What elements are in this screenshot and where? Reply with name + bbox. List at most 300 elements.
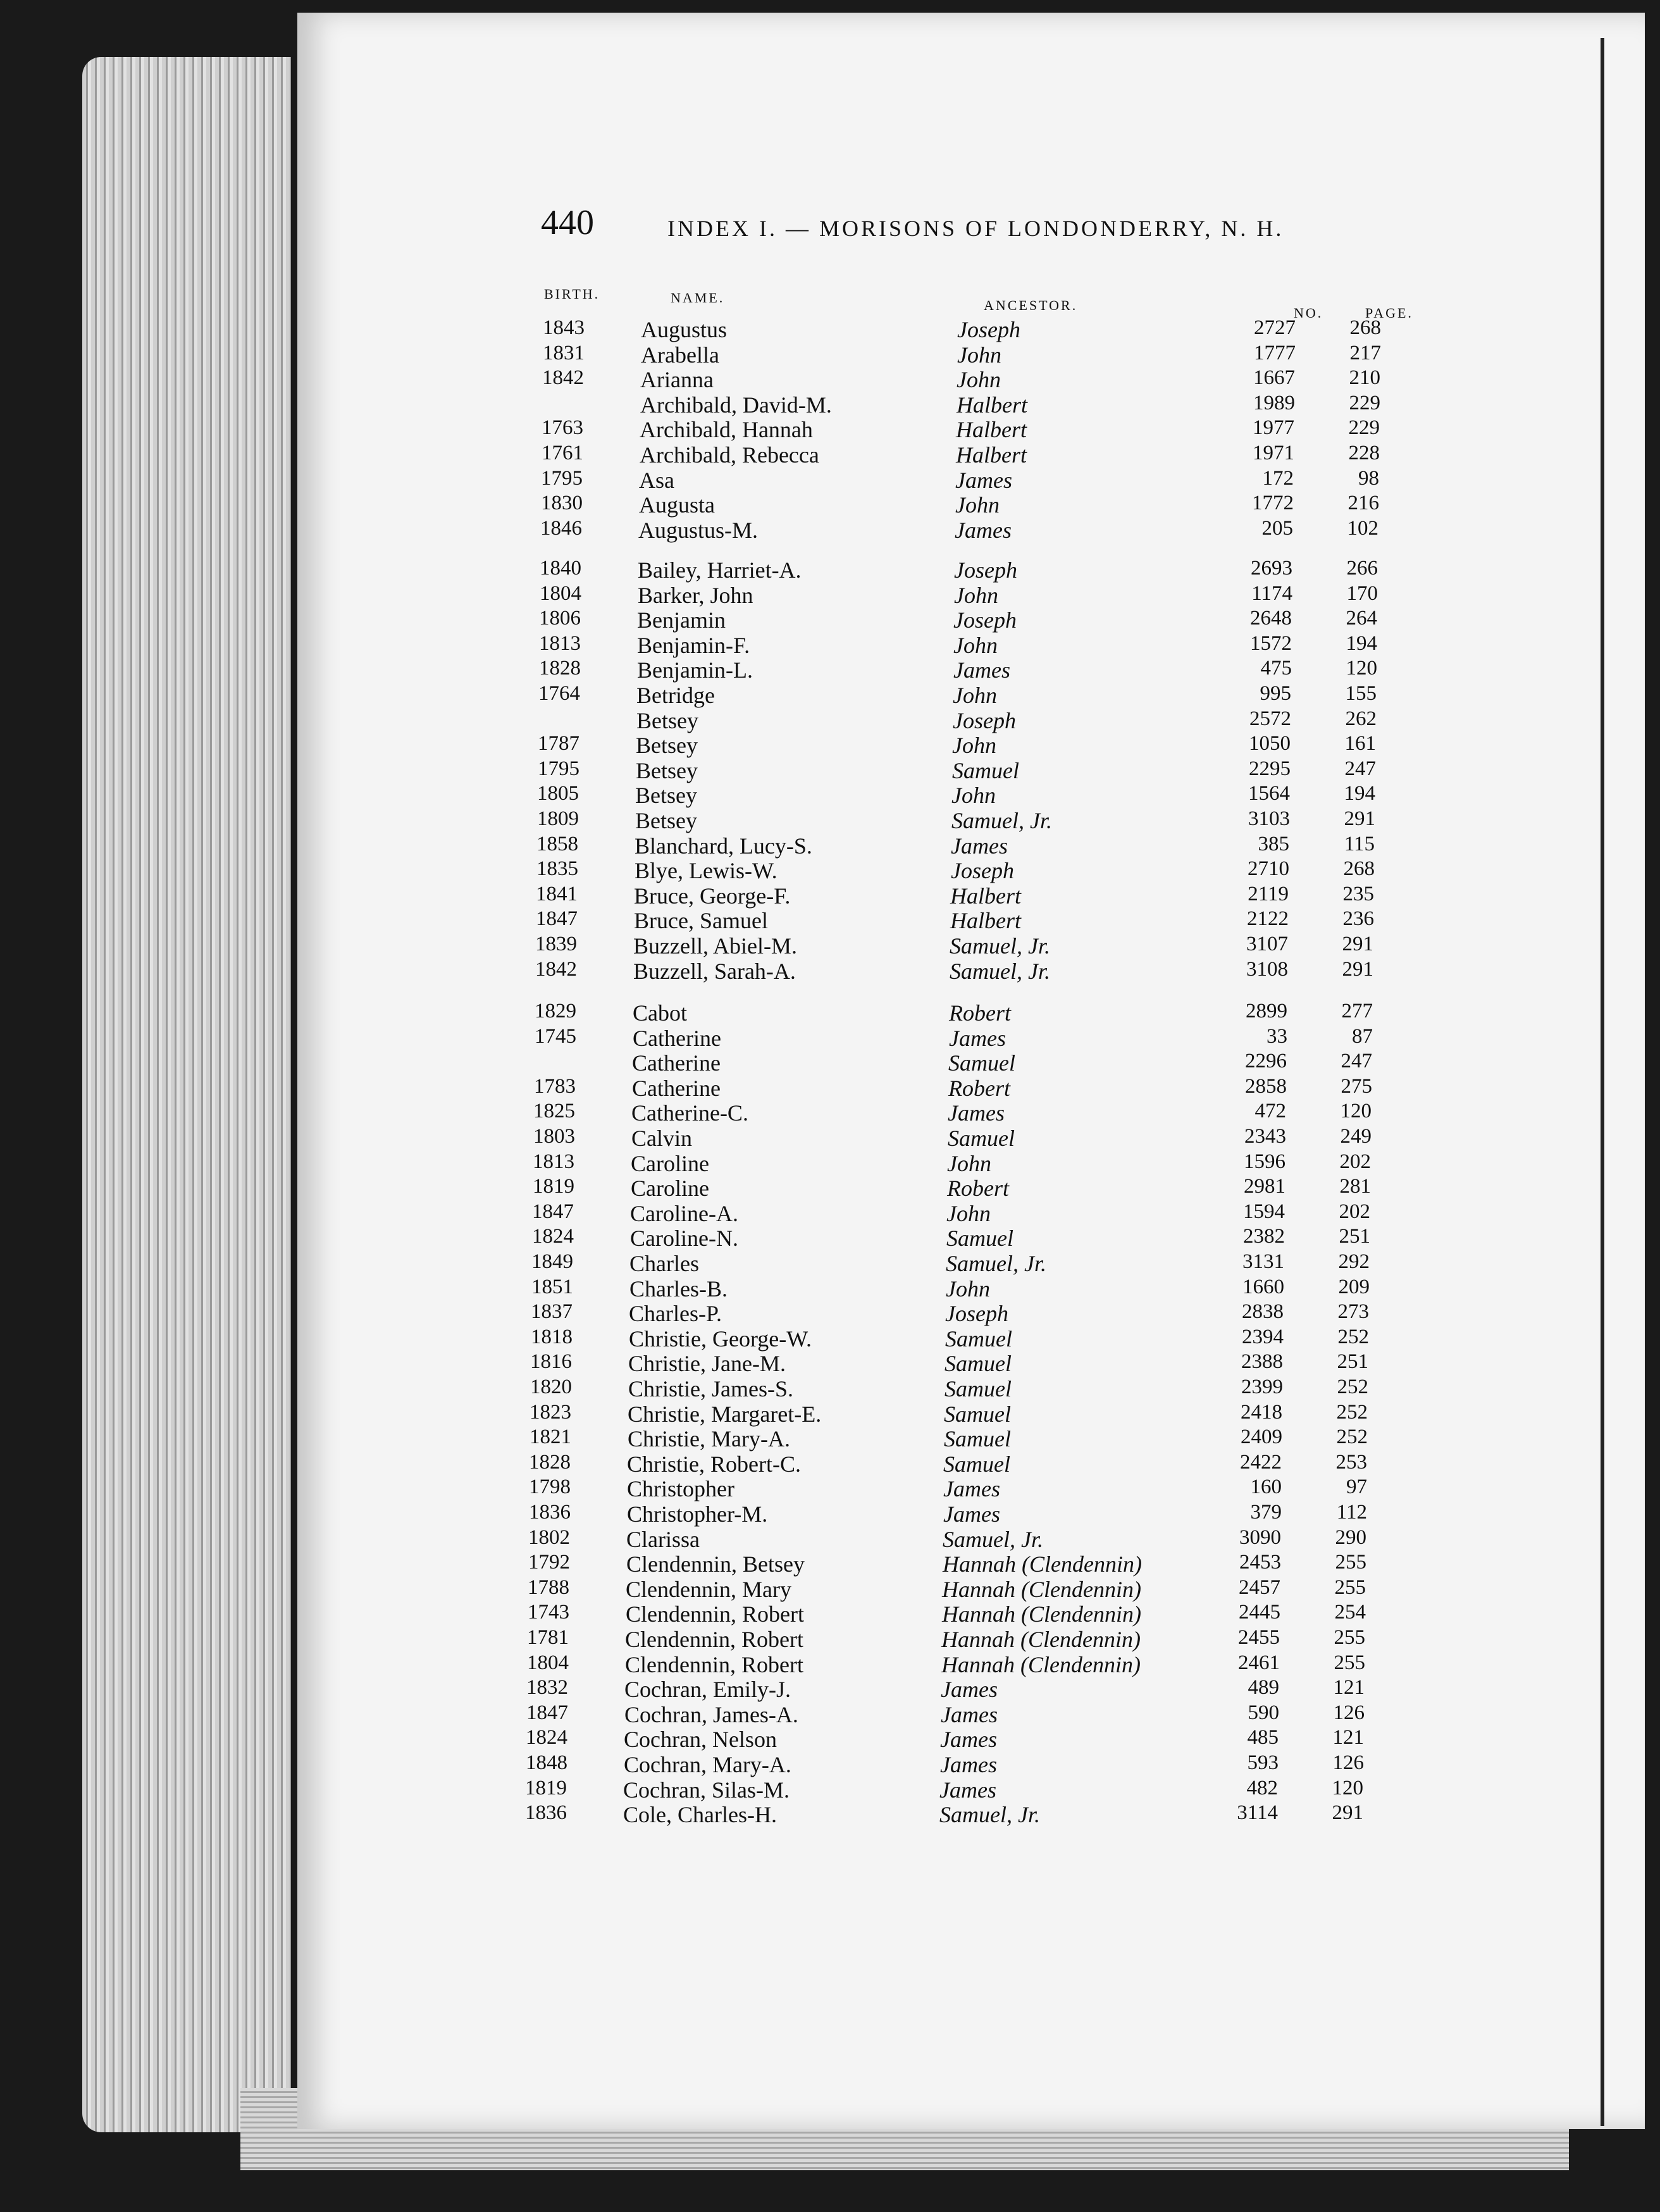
page-ref: 255	[1334, 1651, 1365, 1674]
birth-year: 1828	[529, 1450, 571, 1474]
page-ref: 292	[1338, 1250, 1370, 1273]
page-ref: 112	[1336, 1501, 1367, 1524]
table-row	[534, 1050, 1375, 1075]
leader-dots	[881, 1701, 1184, 1727]
name: Bruce, Samuel	[634, 908, 768, 934]
ancestor: James	[953, 657, 1010, 683]
birth-year: 1795	[538, 757, 579, 780]
table-row	[527, 1651, 1368, 1677]
leader-dots	[893, 657, 1197, 682]
entry-number: 1594	[1243, 1200, 1285, 1223]
page-ref: 253	[1335, 1450, 1367, 1474]
name: Archibald, Hannah	[640, 417, 813, 443]
table-row	[533, 1125, 1375, 1150]
table-row	[529, 1451, 1370, 1476]
birth-year: 1825	[533, 1100, 575, 1123]
name: Catherine-C.	[631, 1100, 748, 1126]
ancestor: John	[955, 492, 1000, 518]
page-ref: 255	[1334, 1575, 1366, 1599]
name: Christopher	[627, 1476, 734, 1502]
leader-dots	[888, 1075, 1192, 1100]
leader-dots	[886, 1225, 1190, 1250]
birth-year: 1745	[535, 1024, 576, 1048]
page-ref: 161	[1344, 732, 1376, 755]
birth-year: 1763	[542, 416, 583, 440]
page-ref: 236	[1342, 907, 1374, 931]
entry-number: 1772	[1252, 492, 1294, 515]
name: Cochran, Emily-J.	[624, 1677, 791, 1703]
page-ref: 268	[1343, 857, 1375, 881]
table-row	[533, 1150, 1374, 1176]
name: Betsey	[635, 783, 697, 809]
name: Augustus	[641, 317, 728, 342]
leader-dots	[885, 1326, 1189, 1351]
birth-year: 1787	[538, 732, 579, 755]
name: Benjamin-L.	[637, 657, 753, 683]
name: Betsey	[635, 808, 697, 833]
table-row	[530, 1376, 1372, 1401]
name: Benjamin-F.	[637, 632, 750, 658]
birth-year: 1851	[531, 1275, 573, 1298]
leader-dots	[888, 1100, 1191, 1125]
birth-year: 1798	[529, 1476, 571, 1499]
table-row	[543, 342, 1384, 367]
leader-dots	[895, 467, 1199, 492]
name: Cochran, James-A.	[624, 1701, 798, 1727]
leader-dots	[883, 1451, 1187, 1476]
leader-dots	[886, 1276, 1189, 1301]
ancestor: Halbert	[950, 908, 1021, 934]
table-row	[531, 1300, 1372, 1326]
entry-number: 1971	[1253, 442, 1294, 464]
page-ref: 291	[1342, 957, 1373, 981]
entry-number: 2981	[1244, 1175, 1285, 1198]
page-ref: 281	[1339, 1175, 1371, 1198]
entry-number: 1050	[1249, 732, 1291, 755]
leader-dots	[896, 442, 1199, 467]
birth-year: 1846	[540, 516, 582, 540]
table-row	[533, 1100, 1375, 1125]
name: Christopher-M.	[627, 1501, 768, 1527]
birth-year: 1819	[525, 1776, 567, 1799]
entry-number: 3131	[1242, 1250, 1284, 1273]
table-row	[542, 392, 1384, 417]
ancestor: Hannah (Clendennin)	[943, 1551, 1142, 1577]
entry-number: 2399	[1241, 1376, 1283, 1398]
table-row	[531, 1276, 1373, 1301]
table-row	[536, 883, 1377, 908]
leader-dots	[894, 582, 1198, 607]
birth-year: 1824	[532, 1225, 574, 1248]
name: Clarissa	[626, 1526, 700, 1552]
table-row	[530, 1426, 1371, 1451]
ancestor: Hannah (Clendennin)	[941, 1651, 1141, 1677]
table-row	[535, 1000, 1376, 1025]
page-ref: 247	[1341, 1050, 1372, 1073]
page-ref: 155	[1345, 682, 1377, 705]
ancestor: John	[952, 733, 996, 759]
ancestor: James	[951, 833, 1008, 859]
page-title: INDEX I. — MORISONS OF LONDONDERRY, N. H.	[667, 216, 1284, 241]
page-ref: 252	[1337, 1325, 1369, 1348]
table-row	[528, 1576, 1369, 1601]
table-row	[539, 657, 1380, 682]
birth-year: 1841	[536, 882, 578, 905]
entry-number: 593	[1247, 1751, 1279, 1774]
birth-year: 1835	[536, 857, 578, 881]
name: Christie, Mary-A.	[628, 1426, 790, 1452]
table-row	[541, 492, 1382, 517]
leader-dots	[897, 316, 1201, 342]
entry-number: 2453	[1239, 1551, 1281, 1574]
entry-number: 1777	[1254, 341, 1296, 364]
page-ref: 87	[1352, 1024, 1373, 1048]
leader-dots	[893, 707, 1196, 733]
entry-number: 2409	[1241, 1426, 1282, 1449]
page-ref: 275	[1341, 1074, 1372, 1098]
leader-dots	[883, 1501, 1187, 1526]
entry-number: 1977	[1253, 416, 1294, 440]
table-row	[538, 682, 1380, 707]
ancestor: Joseph	[957, 317, 1020, 342]
ancestor: Hannah (Clendennin)	[941, 1627, 1141, 1652]
ancestor: Samuel	[945, 1351, 1012, 1377]
name: Betridge	[636, 683, 715, 708]
page-ref: 115	[1344, 832, 1375, 855]
ancestor: James	[940, 1727, 997, 1753]
name: Augusta	[639, 492, 715, 518]
birth-year: 1764	[538, 682, 580, 705]
table-row	[536, 833, 1378, 858]
birth-year: 1847	[532, 1200, 574, 1223]
birth-year: 1847	[536, 907, 578, 931]
name: Christie, George-W.	[629, 1326, 812, 1351]
page-ref: 273	[1337, 1300, 1369, 1324]
ancestor: John	[954, 582, 998, 608]
page-ref: 98	[1358, 466, 1379, 490]
entry-number: 489	[1248, 1676, 1279, 1699]
leader-dots	[893, 607, 1197, 632]
ancestor: Samuel	[943, 1451, 1010, 1477]
ancestor: Joseph	[954, 557, 1017, 583]
page-ref: 247	[1344, 757, 1376, 780]
entry-number: 1596	[1244, 1150, 1285, 1173]
entry-number: 590	[1248, 1701, 1279, 1724]
column-header-birth: BIRTH.	[544, 286, 600, 302]
entry-number: 2388	[1241, 1350, 1283, 1374]
ancestor: James	[941, 1677, 998, 1703]
page-ref: 120	[1332, 1776, 1363, 1799]
birth-year: 1783	[534, 1074, 576, 1098]
page-ref: 102	[1347, 516, 1378, 540]
ancestor: Robert	[949, 1000, 1011, 1026]
page-ref: 252	[1337, 1376, 1368, 1398]
table-row	[530, 1350, 1372, 1376]
leader-dots	[889, 1025, 1192, 1050]
name: Caroline	[631, 1150, 709, 1176]
table-row	[535, 933, 1377, 958]
table-row	[526, 1701, 1368, 1727]
name: Benjamin	[637, 607, 726, 633]
table-row	[528, 1601, 1369, 1626]
page-ref: 120	[1346, 657, 1377, 680]
birth-year: 1818	[531, 1325, 573, 1348]
name: Cochran, Mary-A.	[624, 1752, 791, 1777]
leader-dots	[890, 907, 1194, 933]
entry-number: 1572	[1250, 631, 1292, 655]
column-header-no: NO.	[1294, 305, 1323, 321]
name: Betsey	[636, 733, 698, 759]
birth-year: 1820	[530, 1376, 572, 1398]
table-row	[532, 1200, 1373, 1226]
page-ref: 209	[1338, 1275, 1370, 1298]
entry-number: 2455	[1238, 1626, 1280, 1649]
ancestor: Halbert	[950, 883, 1021, 909]
birth-year: 1781	[527, 1626, 569, 1649]
name: Betsey	[636, 707, 698, 733]
leader-dots	[892, 732, 1196, 757]
table-row	[528, 1551, 1370, 1576]
page-header	[541, 202, 1313, 247]
ancestor: John	[953, 683, 997, 708]
page-ref: 291	[1332, 1801, 1363, 1825]
birth-year: 1805	[537, 782, 579, 805]
table-row	[527, 1626, 1368, 1651]
page-ref: 266	[1346, 557, 1378, 580]
page-ref: 121	[1332, 1726, 1364, 1749]
table-row	[532, 1225, 1373, 1250]
ancestor: James	[955, 517, 1012, 543]
name: Arabella	[641, 342, 719, 368]
name: Clendennin, Robert	[626, 1601, 804, 1627]
page-ref: 126	[1333, 1701, 1365, 1724]
table-row	[530, 1401, 1371, 1426]
name: Blanchard, Lucy-S.	[635, 833, 812, 859]
page-ref: 249	[1340, 1125, 1372, 1148]
page-ref: 229	[1348, 416, 1380, 440]
page-ref: 251	[1339, 1225, 1370, 1248]
ancestor: Samuel, Jr.	[950, 933, 1050, 959]
ancestor: Halbert	[957, 392, 1027, 418]
birth-year: 1792	[528, 1551, 570, 1574]
entry-number: 1174	[1251, 581, 1292, 605]
table-row	[535, 958, 1377, 983]
page-ref: 194	[1344, 782, 1375, 805]
birth-year: 1823	[530, 1400, 571, 1424]
birth-year: 1839	[535, 933, 577, 955]
table-row	[529, 1501, 1370, 1526]
name: Catherine	[633, 1025, 721, 1051]
ancestor: Samuel, Jr.	[951, 808, 1052, 833]
table-row	[540, 582, 1381, 607]
entry-number: 1989	[1253, 391, 1295, 414]
birth-year: 1829	[535, 1000, 576, 1022]
page-number: 440	[541, 203, 594, 242]
page-ref: 290	[1335, 1525, 1366, 1549]
entry-number: 2693	[1251, 557, 1292, 580]
table-row	[528, 1526, 1370, 1551]
leader-dots	[884, 1350, 1188, 1376]
leader-dots	[891, 833, 1194, 858]
entry-number: 475	[1260, 657, 1292, 680]
birth-year: 1848	[526, 1751, 567, 1774]
ancestor: Joseph	[953, 607, 1017, 633]
leader-dots	[887, 1150, 1191, 1176]
name: Buzzell, Abiel-M.	[633, 933, 797, 959]
birth-year: 1836	[525, 1801, 567, 1825]
name: Cole, Charles-H.	[623, 1802, 777, 1828]
entry-number: 2838	[1242, 1300, 1284, 1324]
name: Christie, Margaret-E.	[628, 1401, 822, 1427]
birth-year: 1828	[539, 657, 581, 680]
entry-number: 1667	[1253, 366, 1295, 390]
table-row	[535, 1025, 1376, 1050]
entry-number: 160	[1250, 1476, 1282, 1499]
birth-year: 1813	[533, 1150, 574, 1173]
name: Charles-P.	[629, 1301, 722, 1327]
entry-number: 2461	[1238, 1651, 1280, 1674]
birth-year: 1806	[539, 607, 581, 630]
column-header-page: PAGE.	[1365, 305, 1413, 321]
leader-dots	[893, 632, 1197, 657]
name: Archibald, David-M.	[640, 392, 832, 418]
page-ref: 120	[1340, 1100, 1372, 1123]
table-row	[526, 1751, 1367, 1777]
page-ref: 268	[1349, 316, 1381, 339]
table-row	[541, 467, 1382, 492]
ancestor: Samuel, Jr.	[943, 1526, 1043, 1552]
page-ref: 228	[1348, 442, 1380, 464]
ancestor: Samuel	[945, 1326, 1012, 1351]
table-row	[539, 607, 1380, 632]
birth-year: 1847	[526, 1701, 568, 1724]
ancestor: James	[943, 1501, 1000, 1527]
ancestor: James	[949, 1025, 1006, 1051]
entry-number: 995	[1260, 682, 1291, 705]
entry-number: 2457	[1239, 1575, 1280, 1599]
page-ref: 235	[1342, 882, 1374, 905]
leader-dots	[885, 1300, 1189, 1326]
leader-dots	[879, 1777, 1183, 1802]
leader-dots	[893, 682, 1196, 707]
entry-number: 2343	[1244, 1125, 1286, 1148]
page-ref: 216	[1347, 492, 1379, 515]
page-ref: 252	[1336, 1400, 1368, 1424]
ancestor: Samuel	[948, 1050, 1015, 1076]
leader-dots	[897, 342, 1201, 367]
name: Blye, Lewis-W.	[635, 858, 777, 884]
name: Clendennin, Robert	[625, 1627, 803, 1652]
leader-dots	[890, 883, 1194, 908]
table-row	[540, 517, 1382, 542]
name: Cochran, Silas-M.	[623, 1777, 790, 1803]
table-row	[542, 366, 1384, 392]
ancestor: Joseph	[951, 858, 1014, 884]
entry-number: 3108	[1246, 957, 1288, 981]
name: Bailey, Harriet-A.	[638, 557, 802, 583]
birth-year: 1802	[528, 1525, 570, 1549]
ancestor: James	[955, 467, 1012, 493]
ancestor: John	[957, 342, 1001, 368]
entry-number: 3090	[1239, 1525, 1281, 1549]
table-row	[542, 416, 1383, 442]
leader-dots	[881, 1676, 1184, 1701]
leader-dots	[895, 517, 1198, 542]
ancestor: Samuel	[945, 1376, 1012, 1401]
column-header-name: NAME.	[671, 290, 725, 306]
table-row	[526, 1676, 1368, 1701]
ancestor: Joseph	[953, 707, 1016, 733]
entry-number: 2858	[1245, 1074, 1287, 1098]
name: Buzzell, Sarah-A.	[633, 958, 796, 984]
page-ref: 254	[1334, 1601, 1366, 1624]
table-row	[529, 1476, 1370, 1501]
birth-year: 1803	[533, 1125, 575, 1148]
entry-number: 485	[1247, 1726, 1279, 1749]
birth-year: 1761	[542, 442, 583, 464]
entry-number: 3103	[1248, 807, 1290, 830]
page-ref: 262	[1345, 707, 1377, 730]
entry-number: 33	[1267, 1024, 1287, 1048]
table-row	[534, 1075, 1375, 1100]
name: Catherine	[632, 1075, 721, 1101]
ancestor: Samuel, Jr.	[950, 958, 1050, 984]
entry-number: 2899	[1246, 1000, 1287, 1022]
birth-year: 1832	[526, 1676, 568, 1699]
birth-year: 1858	[536, 832, 578, 855]
leader-dots	[891, 782, 1195, 807]
name: Charles	[629, 1251, 699, 1276]
name: Betsey	[636, 757, 698, 783]
leader-dots	[883, 1476, 1187, 1501]
entry-number: 2710	[1248, 857, 1289, 881]
table-row	[533, 1175, 1374, 1200]
entry-number: 472	[1254, 1100, 1286, 1123]
table-row	[539, 632, 1380, 657]
birth-year: 1795	[541, 466, 583, 490]
leader-dots	[884, 1426, 1187, 1451]
table-row	[540, 557, 1381, 582]
table-row	[525, 1801, 1366, 1827]
birth-year: 1788	[528, 1575, 569, 1599]
ancestor: Samuel, Jr.	[946, 1251, 1046, 1276]
name: Augustus-M.	[638, 517, 759, 543]
birth-year: 1804	[540, 581, 581, 605]
ancestor: Joseph	[945, 1301, 1008, 1327]
name: Christie, Robert-C.	[627, 1451, 801, 1477]
name: Clendennin, Robert	[625, 1651, 803, 1677]
table-row	[538, 707, 1380, 733]
entry-number: 2382	[1243, 1225, 1285, 1248]
ancestor: James	[939, 1777, 996, 1803]
ancestor: Samuel	[952, 757, 1019, 783]
name: Caroline-A.	[630, 1200, 738, 1226]
page-ref: 202	[1339, 1200, 1370, 1223]
ancestor: John	[953, 632, 998, 658]
entry-number: 2648	[1250, 607, 1292, 630]
entry-number: 2422	[1240, 1450, 1282, 1474]
ancestor: John	[951, 783, 996, 809]
leader-dots	[888, 1050, 1192, 1075]
birth-year: 1743	[528, 1601, 569, 1624]
table-row	[531, 1326, 1372, 1351]
birth-year: 1831	[543, 341, 585, 364]
leader-dots	[888, 1125, 1191, 1150]
birth-year: 1842	[535, 957, 577, 981]
leader-dots	[896, 366, 1200, 392]
entry-number: 482	[1246, 1776, 1278, 1799]
page-ref: 97	[1346, 1476, 1367, 1499]
